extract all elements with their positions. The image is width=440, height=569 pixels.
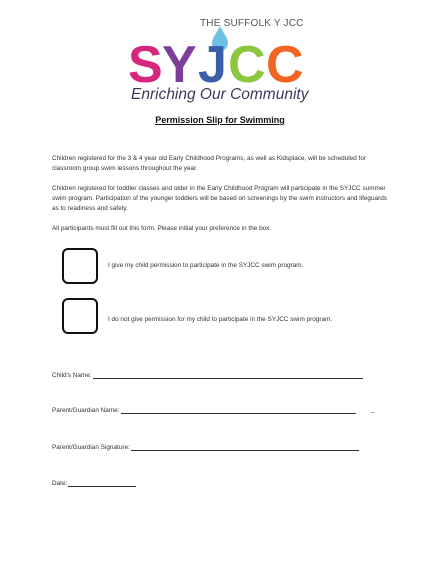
document-title: Permission Slip for Swimming	[155, 115, 285, 125]
initial-box-deny-permission[interactable]	[62, 298, 98, 334]
logo-tagline: Enriching Our Community	[131, 86, 309, 103]
initial-box-give-permission[interactable]	[62, 248, 98, 284]
paragraph-toddlers: Children registered for toddler classes and older in the Early Childhood Program will participate in the SYJCC summer swim program. Participation of the younger toddlers will be based on screenings by the swim instructors and lifeguards as to readiness and safety.	[52, 185, 387, 212]
date-label: Date:	[52, 480, 68, 487]
date-line[interactable]	[68, 479, 136, 487]
guardian-name-field[interactable]	[52, 406, 356, 414]
paragraph-early-childhood: Children registered for the 3 & 4 year old Early Childhood Programs, as well as Kidsplace, will be scheduled for classroom group swim lessons throughout the year.	[52, 155, 367, 172]
childs-name-line[interactable]	[93, 371, 363, 379]
childs-name-label: Child's Name:	[52, 372, 92, 379]
logo-letter-c1: C	[228, 36, 266, 88]
childs-name-field[interactable]	[52, 371, 363, 379]
logo-letter-y: Y	[162, 36, 197, 88]
guardian-signature-line[interactable]	[131, 443, 359, 451]
logo-letter-c2: C	[266, 36, 304, 88]
guardian-signature-label: Parent/Guardian Signature:	[52, 444, 130, 451]
guardian-name-label: Parent/Guardian Name:	[52, 407, 120, 414]
option-deny-permission: I do not give permission for my child to participate in the SYJCC swim program.	[108, 316, 333, 323]
guardian-name-line[interactable]	[121, 406, 356, 414]
logo-letter-s: S	[128, 36, 163, 88]
logo-letter-j: J	[198, 36, 227, 88]
paragraph-instructions: All participants must fill out this form. Please initial your preference in the box.	[52, 225, 272, 232]
sjcc-logo	[128, 18, 318, 106]
guardian-signature-field[interactable]	[52, 443, 359, 451]
trailing-underscore: _	[371, 406, 375, 413]
logo-org-name: THE SUFFOLK Y JCC	[200, 18, 304, 29]
option-give-permission: I give my child permission to participate in the SYJCC swim program.	[108, 262, 304, 269]
date-field[interactable]	[52, 479, 136, 487]
